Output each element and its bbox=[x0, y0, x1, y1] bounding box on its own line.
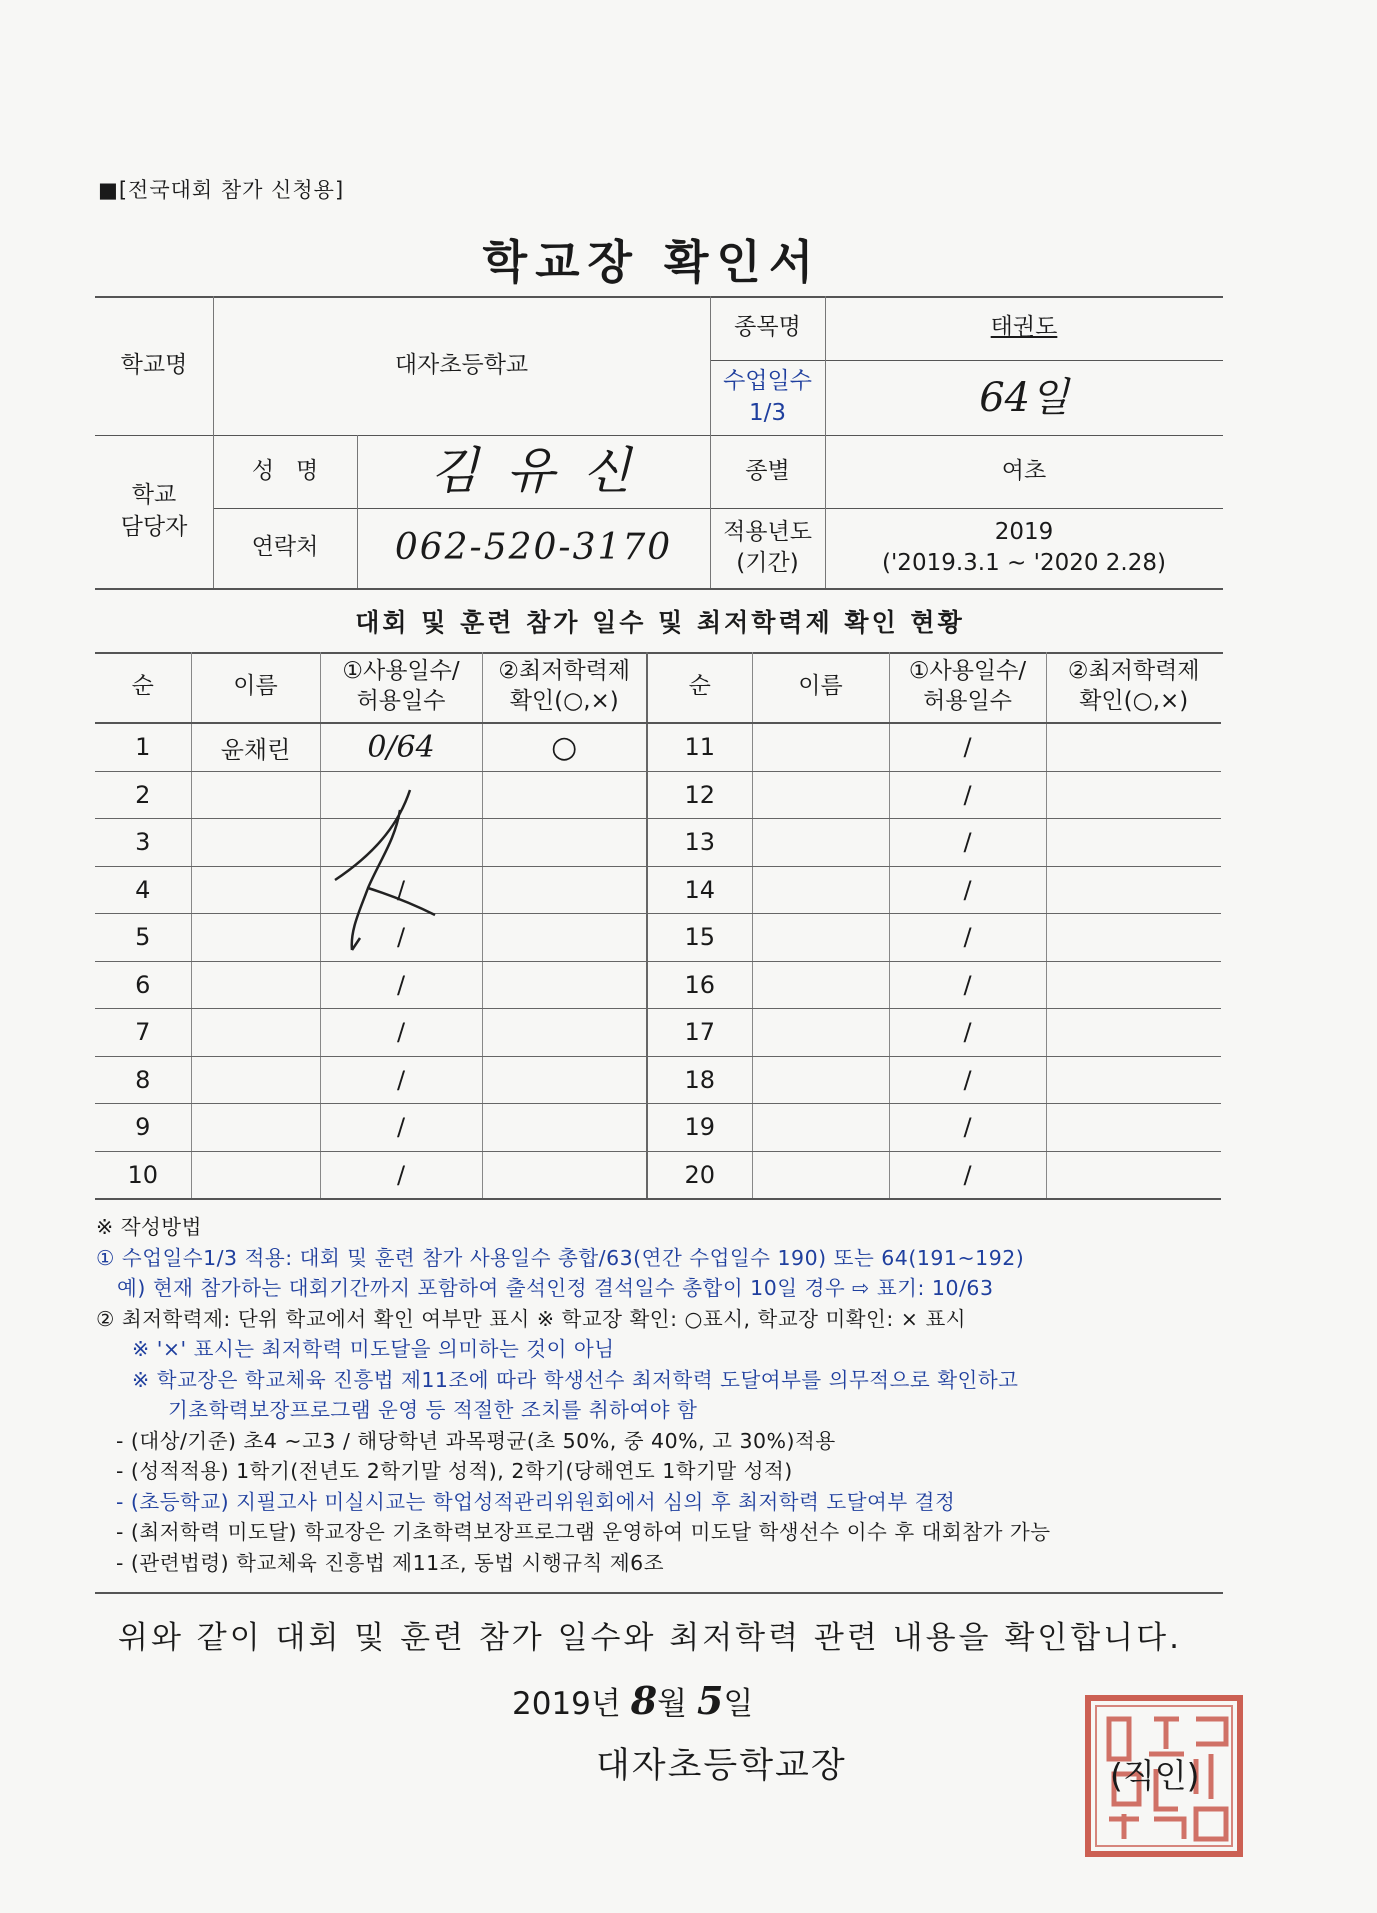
notes-bottom-border bbox=[95, 1592, 1223, 1594]
row-check-2 bbox=[1046, 1056, 1221, 1104]
detail-4: - (최저학력 미도달) 학교장은 기초학력보장프로그램 운영하여 미도달 학생선수 이수 후 대회참가 가능 bbox=[116, 1520, 1051, 1544]
row-number: 8 bbox=[95, 1056, 191, 1104]
row-check-2 bbox=[1046, 1104, 1221, 1152]
row-days: / bbox=[320, 1104, 482, 1152]
row-number-2: 12 bbox=[647, 771, 752, 819]
row-days-2: / bbox=[889, 819, 1046, 867]
row-number: 1 bbox=[95, 723, 191, 771]
row-days-2: / bbox=[889, 1104, 1046, 1152]
row-check bbox=[482, 961, 647, 1009]
staff-name-handwritten: 김 유 신 bbox=[430, 441, 637, 500]
participation-table bbox=[95, 652, 1221, 1200]
note-2-d: 기초학력보장프로그램 운영 등 적절한 조치를 취하여야 함 bbox=[168, 1398, 698, 1422]
sport-label: 종목명 bbox=[734, 314, 801, 341]
table-row bbox=[95, 1009, 1221, 1057]
school-name: 대자초등학교 bbox=[394, 351, 529, 378]
col-header-check-2: ②최저학력제 확인(○,×) bbox=[1046, 652, 1221, 723]
date-day-unit: 일 bbox=[723, 1686, 754, 1722]
col-header-no: 순 bbox=[95, 652, 191, 723]
row-name-2 bbox=[752, 723, 889, 771]
row-days-2: / bbox=[889, 1151, 1046, 1199]
note-2: ② 최저학력제: 단위 학교에서 확인 여부만 표시 ※ 학교장 확인: ○표시, 학교장 미확인: × 표시 bbox=[96, 1306, 967, 1331]
date-month-unit: 월 bbox=[657, 1686, 688, 1722]
date-month: 8 bbox=[630, 1678, 658, 1723]
handwritten-strike-mark bbox=[320, 780, 450, 960]
row-number: 7 bbox=[95, 1009, 191, 1057]
row-days: / bbox=[320, 1056, 482, 1104]
table-row bbox=[95, 961, 1221, 1009]
row-name-2 bbox=[752, 819, 889, 867]
notes-heading: ※ 작성방법 bbox=[96, 1215, 202, 1239]
row-name-2 bbox=[752, 1151, 889, 1199]
year-cell bbox=[825, 508, 1223, 588]
row-name bbox=[191, 1151, 320, 1199]
note-1-example: 예) 현재 참가하는 대회기간까지 포함하여 출석인정 결석일수 총합이 10일 경우 ⇨ 표기: 10/63 bbox=[96, 1276, 994, 1300]
row-name: 윤채린 bbox=[191, 723, 320, 771]
row-days-2: / bbox=[889, 1056, 1046, 1104]
row-check bbox=[482, 1104, 647, 1152]
col-header-name-2: 이름 bbox=[752, 652, 889, 723]
row-days-2: / bbox=[889, 1009, 1046, 1057]
class-days-label: 수업일수 1/3 bbox=[723, 368, 812, 426]
col-header-name: 이름 bbox=[191, 652, 320, 723]
row-number-2: 18 bbox=[647, 1056, 752, 1104]
table-row bbox=[95, 1104, 1221, 1152]
row-check-2 bbox=[1046, 866, 1221, 914]
name-label: 성 명 bbox=[251, 457, 319, 484]
col-header-days: ①사용일수/ 허용일수 bbox=[320, 652, 482, 723]
col-header-check: ②최저학력제 확인(○,×) bbox=[482, 652, 647, 723]
row-days-2: / bbox=[889, 914, 1046, 962]
row-number-2: 16 bbox=[647, 961, 752, 1009]
table-row bbox=[95, 914, 1221, 962]
row-days: 0/64 bbox=[320, 723, 482, 771]
row-number-2: 20 bbox=[647, 1151, 752, 1199]
staff-label: 학교 담당자 bbox=[120, 482, 188, 540]
row-check bbox=[482, 866, 647, 914]
row-check-2 bbox=[1046, 961, 1221, 1009]
row-check bbox=[482, 914, 647, 962]
table-header-row bbox=[95, 652, 1221, 723]
row-number-2: 11 bbox=[647, 723, 752, 771]
row-name-2 bbox=[752, 914, 889, 962]
row-name bbox=[191, 1056, 320, 1104]
row-number-2: 19 bbox=[647, 1104, 752, 1152]
row-days-2: / bbox=[889, 866, 1046, 914]
contact-handwritten: 062-520-3170 bbox=[394, 526, 673, 568]
row-check-2 bbox=[1046, 914, 1221, 962]
detail-5: - (관련법령) 학교체육 진흥법 제11조, 동법 시행규칙 제6조 bbox=[116, 1550, 665, 1575]
row-name bbox=[191, 914, 320, 962]
note-2-c: ※ 학교장은 학교체육 진흥법 제11조에 따라 학생선수 최저학력 도달여부를 의무적으로 확인하고 bbox=[132, 1367, 1019, 1392]
row-number: 2 bbox=[95, 771, 191, 819]
table-row bbox=[95, 1056, 1221, 1104]
note-1: ① 수업일수1/3 적용: 대회 및 훈련 참가 사용일수 총합/63(연간 수업일수 190) 또는 64(191~192) bbox=[96, 1245, 1025, 1270]
row-number-2: 15 bbox=[647, 914, 752, 962]
row-name bbox=[191, 866, 320, 914]
row-check bbox=[482, 1056, 647, 1104]
sign-date bbox=[512, 1678, 753, 1723]
info-bottom-border bbox=[95, 588, 1223, 590]
date-day: 5 bbox=[696, 1678, 724, 1723]
row-name bbox=[191, 1009, 320, 1057]
school-label: 학교명 bbox=[120, 351, 188, 378]
row-days: / bbox=[320, 1009, 482, 1057]
instructions bbox=[96, 1212, 1236, 1578]
row-number: 10 bbox=[95, 1151, 191, 1199]
table-row bbox=[95, 1151, 1221, 1199]
row-number: 5 bbox=[95, 914, 191, 962]
period-value: ('2019.3.1 ~ '2020 2.28) bbox=[882, 550, 1166, 576]
date-year: 2019년 bbox=[512, 1686, 621, 1722]
table-row bbox=[95, 723, 1221, 771]
row-check: ○ bbox=[482, 723, 647, 771]
gender-label: 종별 bbox=[745, 457, 790, 484]
row-name bbox=[191, 819, 320, 867]
row-number: 6 bbox=[95, 961, 191, 1009]
row-check-2 bbox=[1046, 771, 1221, 819]
table-row bbox=[95, 866, 1221, 914]
row-name bbox=[191, 771, 320, 819]
row-number-2: 17 bbox=[647, 1009, 752, 1057]
table-row bbox=[95, 819, 1221, 867]
sport-value: 태권도 bbox=[990, 314, 1058, 341]
row-days-2: / bbox=[889, 723, 1046, 771]
row-days: / bbox=[320, 1151, 482, 1199]
row-name-2 bbox=[752, 866, 889, 914]
note-2-b: ※ '×' 표시는 최저학력 미도달을 의미하는 것이 아님 bbox=[132, 1337, 615, 1361]
row-check bbox=[482, 1009, 647, 1057]
seal-label: (직인) bbox=[1110, 1756, 1200, 1795]
row-check-2 bbox=[1046, 819, 1221, 867]
row-days: / bbox=[320, 914, 482, 962]
row-number: 4 bbox=[95, 866, 191, 914]
row-days: / bbox=[320, 866, 482, 914]
detail-3: - (초등학교) 지필고사 미실시교는 학업성적관리위원회에서 심의 후 최저학력 도달여부 결정 bbox=[116, 1489, 956, 1514]
section-title: 대회 및 훈련 참가 일수 및 최저학력제 확인 현황 bbox=[355, 608, 965, 637]
contact-label: 연락처 bbox=[251, 534, 319, 561]
row-number: 3 bbox=[95, 819, 191, 867]
row-check-2 bbox=[1046, 1009, 1221, 1057]
col-header-days-2: ①사용일수/ 허용일수 bbox=[889, 652, 1046, 723]
row-number-2: 13 bbox=[647, 819, 752, 867]
row-days-2: / bbox=[889, 771, 1046, 819]
row-number-2: 14 bbox=[647, 866, 752, 914]
row-days-2: / bbox=[889, 961, 1046, 1009]
row-name bbox=[191, 961, 320, 1009]
row-check bbox=[482, 771, 647, 819]
document-title: 학교장 확인서 bbox=[482, 235, 822, 289]
row-check-2 bbox=[1046, 1151, 1221, 1199]
row-name-2 bbox=[752, 771, 889, 819]
row-number: 9 bbox=[95, 1104, 191, 1152]
row-name-2 bbox=[752, 961, 889, 1009]
row-check bbox=[482, 819, 647, 867]
confirmation-text: 위와 같이 대회 및 훈련 참가 일수와 최저학력 관련 내용을 확인합니다. bbox=[118, 1620, 1182, 1656]
form-tag: ■[전국대회 참가 신청용] bbox=[98, 178, 345, 202]
detail-1: - (대상/기준) 초4 ~고3 / 해당학년 과목평균(초 50%, 중 40%, 고 30%)적용 bbox=[116, 1428, 836, 1453]
class-days-value: 64일 bbox=[979, 374, 1069, 421]
row-days: / bbox=[320, 961, 482, 1009]
row-name-2 bbox=[752, 1009, 889, 1057]
year-label: 적용년도 (기간) bbox=[723, 518, 812, 576]
row-name-2 bbox=[752, 1104, 889, 1152]
detail-2: - (성적적용) 1학기(전년도 2학기말 성적), 2학기(당해연도 1학기말 성적) bbox=[116, 1459, 793, 1483]
gender-value: 여초 bbox=[1001, 457, 1047, 484]
col-header-no-2: 순 bbox=[647, 652, 752, 723]
principal-title: 대자초등학교장 bbox=[596, 1746, 847, 1786]
year-value: 2019 bbox=[994, 518, 1054, 545]
row-name bbox=[191, 1104, 320, 1152]
row-name-2 bbox=[752, 1056, 889, 1104]
table-row bbox=[95, 771, 1221, 819]
row-check bbox=[482, 1151, 647, 1199]
row-check-2 bbox=[1046, 723, 1221, 771]
